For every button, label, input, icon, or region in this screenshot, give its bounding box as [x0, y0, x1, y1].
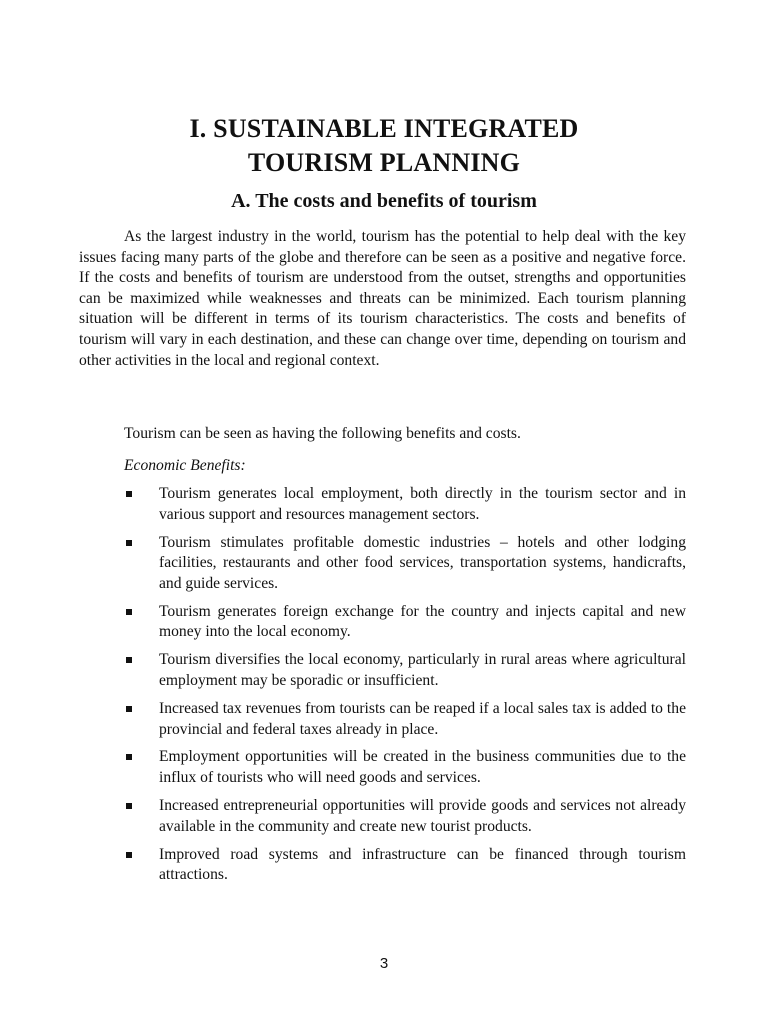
- chapter-title-line-2: TOURISM PLANNING: [247, 148, 521, 177]
- square-bullet-icon: [126, 706, 132, 712]
- square-bullet-icon: [126, 609, 132, 615]
- list-item-text: Tourism stimulates profitable domestic industries – hotels and other lodging facilities, restaurants and other food services, transportation systems, handicrafts, and guide services.: [159, 533, 686, 592]
- square-bullet-icon: [126, 491, 132, 497]
- list-item: [124, 533, 686, 595]
- list-item-text: Increased tax revenues from tourists can be reaped if a local sales tax is added to the provincial and federal taxes already in place.: [159, 699, 686, 738]
- list-item: [124, 796, 686, 837]
- economic-benefits-list: [124, 484, 686, 893]
- square-bullet-icon: [126, 852, 132, 858]
- list-item-text: Increased entrepreneurial opportunities will provide goods and services not already available in the community and create new tourist products.: [159, 797, 686, 835]
- list-item-text: Tourism diversifies the local economy, particularly in rural areas where agricultural employment may be sporadic or insufficient.: [159, 651, 686, 689]
- lead-paragraph: Tourism can be seen as having the following benefits and costs.: [124, 425, 521, 442]
- intro-paragraph: As the largest industry in the world, tourism has the potential to help deal with the key issues facing many parts of the globe and therefore can be seen as a positive and negative force. If the costs and benefits of tourism are understood from the outset, strengths and opportunities can be maximized while weaknesses and threats can be minimized. Each tourism planning situation will be different in terms of its tourism characteristics. The costs and benefits of tourism will vary in each destination, and these can change over time, depending on tourism and other activities in the local and regional context.: [79, 228, 686, 369]
- list-item: [124, 845, 686, 886]
- list-item: [124, 650, 686, 691]
- section-title: A. The costs and benefits of tourism: [231, 190, 537, 212]
- square-bullet-icon: [126, 540, 132, 546]
- list-item-text: Improved road systems and infrastructure can be financed through tourism attractions.: [159, 845, 686, 884]
- square-bullet-icon: [126, 657, 132, 663]
- chapter-title: [0, 112, 768, 180]
- list-item: [124, 484, 686, 525]
- list-item: [124, 699, 686, 740]
- square-bullet-icon: [126, 754, 132, 760]
- chapter-title-line-1: I. SUSTAINABLE INTEGRATED: [189, 114, 579, 143]
- list-item: [124, 747, 686, 788]
- square-bullet-icon: [126, 803, 132, 809]
- list-item-text: Employment opportunities will be created in the business communities due to the influx of tourists who will need goods and services.: [159, 748, 686, 787]
- list-item: [124, 602, 686, 643]
- list-item-text: Tourism generates local employment, both directly in the tourism sector and in various support and resources management sectors.: [159, 485, 686, 523]
- page-number: 3: [379, 955, 389, 972]
- list-item-text: Tourism generates foreign exchange for the country and injects capital and new money into the local economy.: [159, 602, 686, 641]
- economic-benefits-heading: Economic Benefits:: [124, 457, 246, 474]
